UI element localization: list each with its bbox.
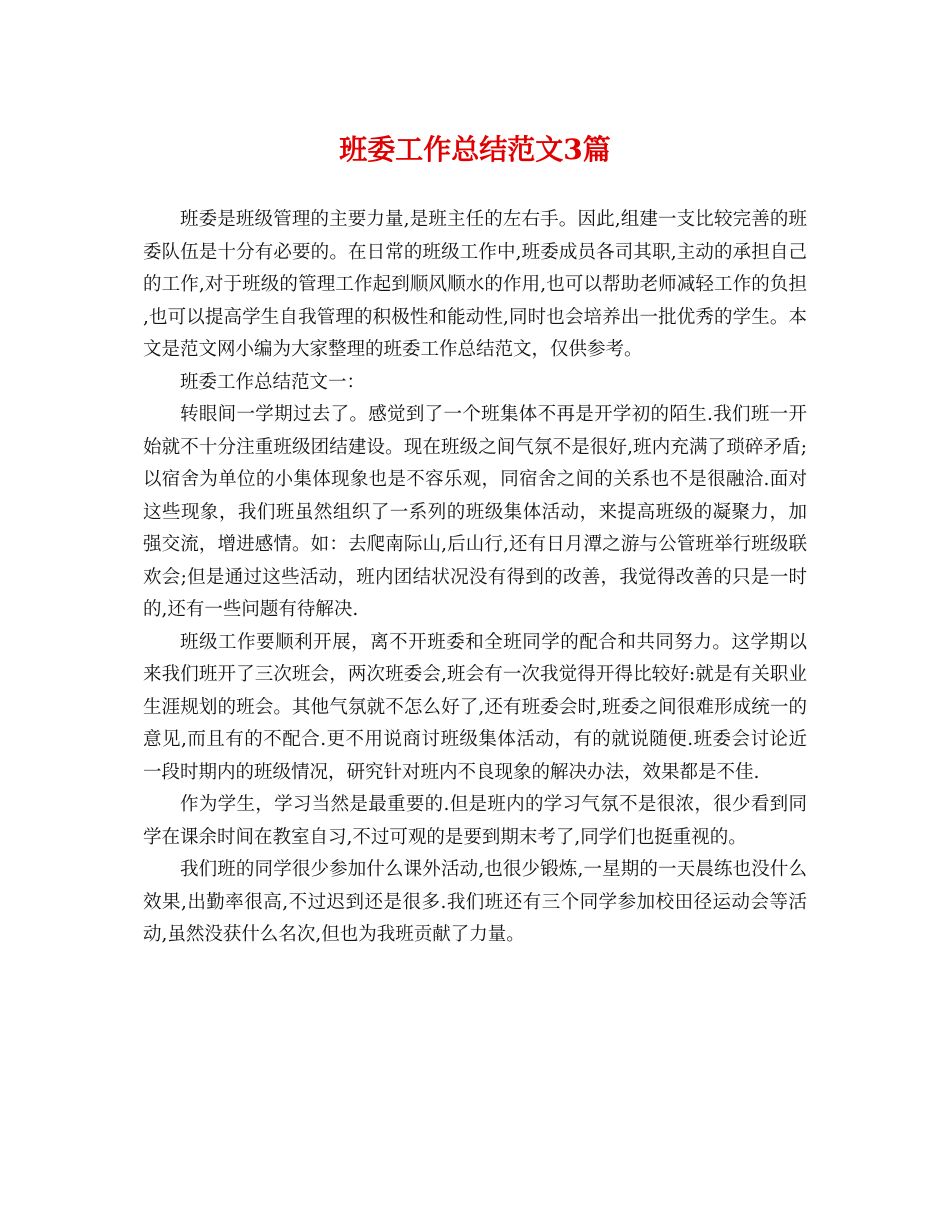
- paragraph-activities: 我们班的同学很少参加什么课外活动,也很少锻炼,一星期的一天晨练也没什么效果,出勤率很高,不过迟到还是很多.我们班还有三个同学参加校田径运动会等活动,虽然没获什么名次,但也为我班贡献了力量。: [143, 859, 807, 945]
- document-body: [143, 204, 807, 952]
- paragraph-class-meetings: 班级工作要顺利开展，离不开班委和全班同学的配合和共同努力。这学期以来我们班开了三次班会，两次班委会,班会有一次我觉得开得比较好:就是有关职业生涯规划的班会。其他气氛就不怎么好了,还有班委会时,班委之间很难形成统一的意见,而且有的不配合.更不用说商讨班级集体活动，有的就说随便.班委会讨论近一段时期内的班级情况，研究针对班内不良现象的解决办法，效果都是不佳.: [143, 631, 807, 783]
- paragraph-class-unity: 转眼间一学期过去了。感觉到了一个班集体不再是开学初的陌生.我们班一开始就不十分注重班级团结建设。现在班级之间气氛不是很好,班内充满了琐碎矛盾;以宿舍为单位的小集体现象也是不容乐观，同宿舍之间的关系也不是很融洽.面对这些现象，我们班虽然组织了一系列的班级集体活动，来提高班级的凝聚力，加强交流，增进感情。如：去爬南际山,后山行,还有日月潭之游与公管班举行班级联欢会;但是通过这些活动，班内团结状况没有得到的改善，我觉得改善的只是一时的,还有一些问题有待解决.: [143, 404, 807, 620]
- paragraph-study: 作为学生，学习当然是最重要的.但是班内的学习气氛不是很浓，很少看到同学在课余时间在教室自习,不过可观的是要到期末考了,同学们也挺重视的。: [143, 794, 807, 848]
- document-title: 班委工作总结范文3篇: [339, 133, 611, 166]
- paragraph-subheading: 班委工作总结范文一：: [180, 371, 366, 393]
- paragraph-intro: 班委是班级管理的主要力量,是班主任的左右手。因此,组建一支比较完善的班委队伍是十分有必要的。在日常的班级工作中,班委成员各司其职,主动的承担自己的工作,对于班级的管理工作起到顺风顺水的作用,也可以帮助老师减轻工作的负担,也可以提高学生自我管理的积极性和能动性,同时也会培养出一批优秀的学生。本文是范文网小编为大家整理的班委工作总结范文，仅供参考。: [143, 209, 807, 360]
